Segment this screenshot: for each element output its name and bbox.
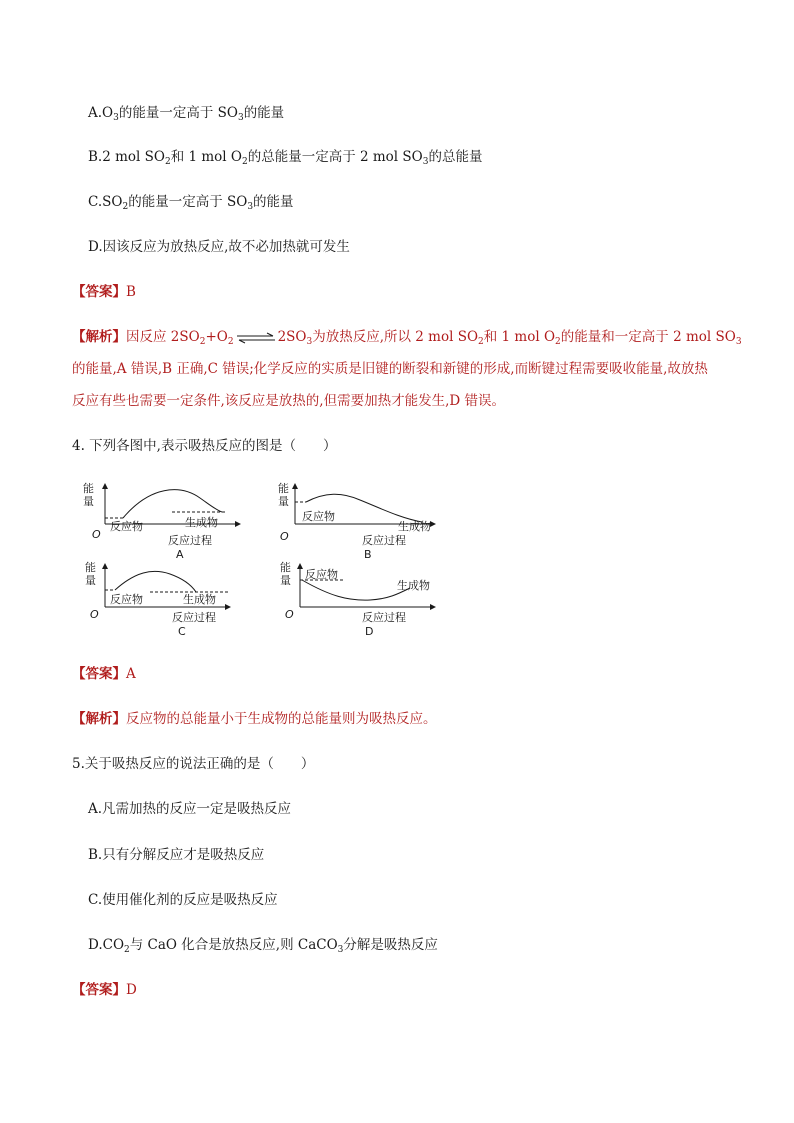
- origin-label: O: [90, 608, 99, 621]
- energy-diagrams: [80, 478, 460, 638]
- option-c: $C.SO_2$的能量一定高于 $SO_3$的能量: [88, 194, 294, 212]
- x-label: 反应过程: [172, 611, 216, 624]
- y-label: 量: [278, 495, 289, 508]
- reactant-label: 反应物: [110, 520, 143, 533]
- diagram-d: [280, 560, 435, 638]
- reactant-label: 反应物: [302, 510, 335, 523]
- option-b: B.2 mol $SO_2$和 1 mol $O_2$的总能量一定高于 2 mol $SO_3$的总能量: [88, 149, 483, 167]
- diagram-label-d: D: [365, 625, 374, 638]
- product-label: 生成物: [397, 579, 430, 592]
- origin-label: O: [92, 528, 101, 541]
- reactant-label: 反应物: [110, 593, 143, 606]
- x-label: 反应过程: [168, 534, 212, 547]
- q5-option-c: C.使用催化剂的反应是吸热反应: [88, 892, 278, 908]
- y-label: 能: [85, 561, 96, 574]
- diagram-c: [85, 560, 230, 638]
- q5-option-a: A.凡需加热的反应一定是吸热反应: [88, 801, 292, 817]
- diagram-label-b: B: [364, 548, 372, 561]
- q5-option-d: $D.CO_2$与 CaO 化合是放热反应,则 CaCO$_3$分解是吸热反应: [88, 937, 438, 955]
- equilibrium-arrow-icon: [237, 332, 275, 344]
- option-a: $A.O_3$的能量一定高于 $SO_3$的能量: [88, 105, 285, 123]
- q3-analysis-line-3: 反应有些也需要一定条件,该反应是放热的,但需要加热才能发生,D 错误。: [72, 393, 505, 409]
- y-label: 能: [278, 482, 289, 495]
- y-label: 能: [280, 561, 291, 574]
- q4-analysis: 【解析】反应物的总能量小于生成物的总能量则为吸热反应。: [72, 711, 437, 727]
- q4-answer: 【答案】A: [72, 666, 136, 682]
- q3-answer: 【答案】B: [72, 284, 136, 300]
- x-label: 反应过程: [362, 611, 406, 624]
- diagram-label-c: C: [178, 625, 186, 638]
- option-d: D.因该反应为放热反应,故不必加热就可发生: [88, 239, 350, 255]
- reactant-label: 反应物: [305, 568, 338, 581]
- diagram-label-a: A: [176, 548, 184, 561]
- origin-label: O: [285, 608, 294, 621]
- y-label: 量: [83, 495, 94, 508]
- product-label: 生成物: [398, 520, 431, 533]
- product-label: 生成物: [183, 593, 216, 606]
- y-label: 能: [83, 482, 94, 495]
- q5-stem: 5.关于吸热反应的说法正确的是（ ）: [72, 756, 315, 772]
- x-label: 反应过程: [362, 534, 406, 547]
- q3-analysis-line-1: 【解析】因反应 $2SO_2+O_2$ $2SO_3$为放热反应,所以 2 mol $SO_2$和 1 mol $O_2$的能量和一定高于 2 mol $SO_3$: [72, 329, 742, 347]
- y-label: 量: [85, 574, 96, 587]
- q5-option-b: B.只有分解反应才是吸热反应: [88, 847, 265, 863]
- q4-stem: 4. 下列各图中,表示吸热反应的图是（ ）: [72, 438, 337, 454]
- diagram-b: [278, 481, 435, 561]
- q3-analysis-line-2: 的能量,A 错误,B 正确,C 错误;化学反应的实质是旧键的断裂和新键的形成,而断键过程需要吸收能量,故放热: [72, 361, 708, 377]
- origin-label: O: [280, 530, 289, 543]
- q5-answer: 【答案】D: [72, 982, 137, 998]
- product-label: 生成物: [185, 516, 218, 529]
- diagram-a: [83, 481, 240, 561]
- y-label: 量: [280, 574, 291, 587]
